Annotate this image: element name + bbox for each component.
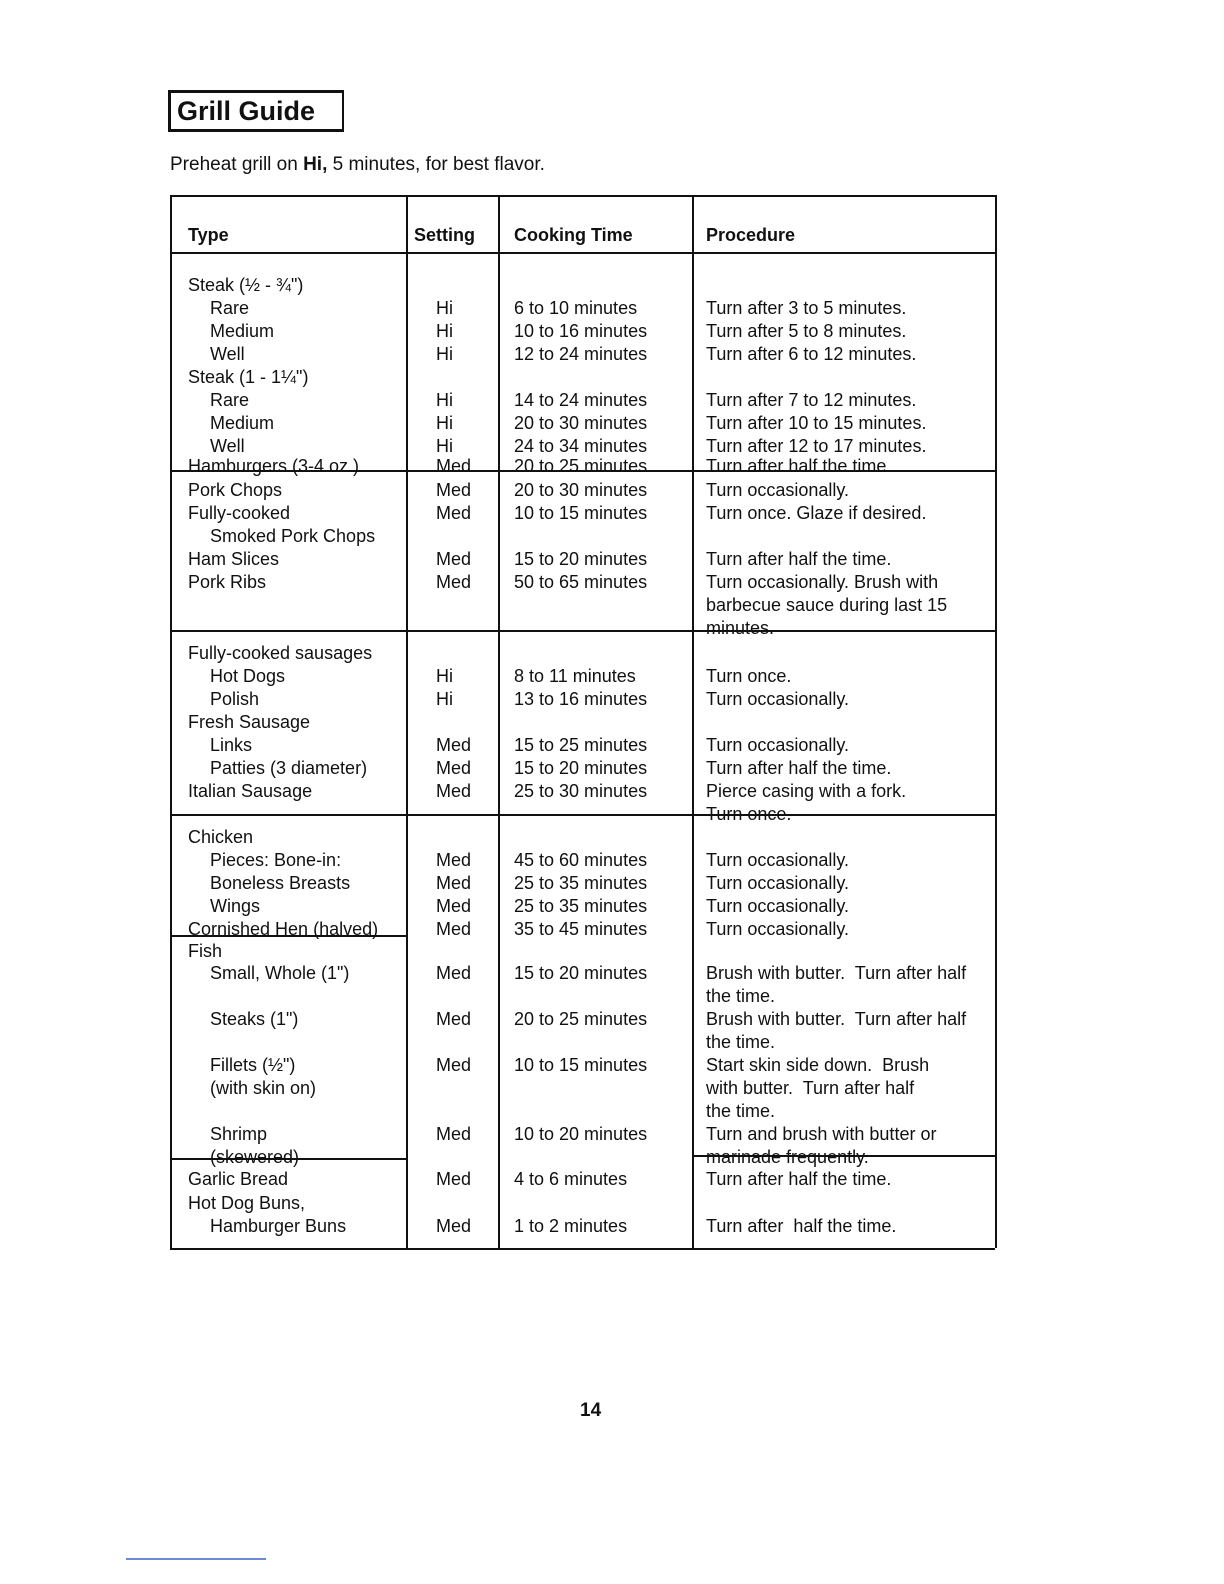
cell-setting: Hi xyxy=(436,666,453,686)
cell-setting: Hi xyxy=(436,298,453,318)
cell-time: 25 to 35 minutes xyxy=(514,873,648,893)
cell-setting: Med xyxy=(436,549,472,569)
cell-procedure: Turn occasionally. xyxy=(706,735,850,755)
cell-procedure: Turn after 3 to 5 minutes. xyxy=(706,298,907,318)
cell-setting: Med xyxy=(436,1169,472,1189)
cell-setting: Med xyxy=(436,1009,472,1029)
cell-setting: Med xyxy=(436,572,472,592)
cell-setting: Med xyxy=(436,1124,472,1144)
cell-time: 10 to 16 minutes xyxy=(514,321,648,341)
cell-procedure: Turn once. Glaze if desired. xyxy=(706,503,927,523)
cell-time: 8 to 11 minutes xyxy=(514,666,636,686)
cell-time: 1 to 2 minutes xyxy=(514,1216,628,1236)
cell-type: Fresh Sausage xyxy=(188,712,311,732)
header-bottom-border xyxy=(170,252,995,254)
intro-text xyxy=(170,154,545,176)
cell-procedure: Start skin side down. Brush xyxy=(706,1055,930,1075)
cell-setting: Hi xyxy=(436,436,453,456)
cell-type: Rare xyxy=(210,298,250,318)
cell-time: 50 to 65 minutes xyxy=(514,572,648,592)
cell-type: Links xyxy=(210,735,253,755)
cell-procedure: Turn after 12 to 17 minutes. xyxy=(706,436,927,456)
intro-before: Preheat grill on xyxy=(170,154,304,175)
cell-time: 35 to 45 minutes xyxy=(514,919,648,939)
cell-type: Wings xyxy=(210,896,261,916)
cell-time: 25 to 30 minutes xyxy=(514,781,648,801)
cell-time: 6 to 10 minutes xyxy=(514,298,638,318)
table-top-border xyxy=(170,195,995,197)
cell-time: 15 to 20 minutes xyxy=(514,963,648,983)
cell-time: 12 to 24 minutes xyxy=(514,344,648,364)
column-divider xyxy=(498,195,500,1248)
cell-setting: Hi xyxy=(436,413,453,433)
cell-time: 15 to 20 minutes xyxy=(514,758,648,778)
cell-time: 24 to 34 minutes xyxy=(514,436,648,456)
cell-procedure: Turn after 6 to 12 minutes. xyxy=(706,344,917,364)
cell-procedure: Turn after half the time. xyxy=(706,758,892,778)
cell-time: 4 to 6 minutes xyxy=(514,1169,628,1189)
cell-time: 25 to 35 minutes xyxy=(514,896,648,916)
intro-after: 5 minutes, for best flavor. xyxy=(327,154,545,175)
cell-type: Fully-cooked xyxy=(188,503,291,523)
cell-setting: Med xyxy=(436,963,472,983)
cell-procedure: Turn occasionally. xyxy=(706,850,850,870)
header-time: Cooking Time xyxy=(514,225,633,245)
cell-procedure: Brush with butter. Turn after half xyxy=(706,963,967,983)
cell-type: Hamburgers (3-4 oz.) xyxy=(188,456,360,476)
cell-type: Hamburger Buns xyxy=(210,1216,347,1236)
cell-type: (with skin on) xyxy=(210,1078,317,1098)
column-divider xyxy=(692,195,694,1248)
cell-procedure: Turn occasionally. xyxy=(706,689,850,709)
cell-setting: Med xyxy=(436,896,472,916)
cell-type: Well xyxy=(210,344,245,364)
table-bottom-border xyxy=(170,1248,995,1250)
cell-procedure: Turn occasionally. xyxy=(706,480,850,500)
cell-procedure: the time. xyxy=(706,1032,776,1052)
cell-time: 45 to 60 minutes xyxy=(514,850,648,870)
page-number: 14 xyxy=(580,1400,602,1421)
cell-procedure: minutes. xyxy=(706,618,775,638)
cell-type: Steak (1 - 1¼") xyxy=(188,367,309,387)
cell-time: 20 to 25 minutes xyxy=(514,1009,648,1029)
column-divider xyxy=(170,195,172,1248)
cell-setting: Med xyxy=(436,1216,472,1236)
cell-type: Smoked Pork Chops xyxy=(210,526,376,546)
header-type: Type xyxy=(188,225,229,245)
cell-setting: Med xyxy=(436,503,472,523)
cell-setting: Med xyxy=(436,873,472,893)
cell-procedure: Turn once. xyxy=(706,666,792,686)
cell-type: Medium xyxy=(210,413,275,433)
cell-time: 20 to 30 minutes xyxy=(514,413,648,433)
cell-time: 20 to 30 minutes xyxy=(514,480,648,500)
cell-procedure: marinade frequently. xyxy=(706,1147,869,1167)
cell-type: Fully-cooked sausages xyxy=(188,643,373,663)
cell-type: (skewered) xyxy=(210,1147,300,1167)
cell-procedure: Brush with butter. Turn after half xyxy=(706,1009,967,1029)
cell-type: Well xyxy=(210,436,245,456)
cell-setting: Med xyxy=(436,850,472,870)
cell-setting: Med xyxy=(436,735,472,755)
cell-procedure: the time. xyxy=(706,1101,776,1121)
cell-setting: Hi xyxy=(436,689,453,709)
cell-procedure: Turn after half the time. xyxy=(706,1216,897,1236)
cell-type: Fish xyxy=(188,941,223,961)
cell-type: Chicken xyxy=(188,827,254,847)
cell-type: Italian Sausage xyxy=(188,781,313,801)
header-setting: Setting xyxy=(414,225,475,245)
cell-type: Garlic Bread xyxy=(188,1169,289,1189)
cell-time: 15 to 20 minutes xyxy=(514,549,648,569)
cell-type: Shrimp xyxy=(210,1124,268,1144)
cell-time: 10 to 20 minutes xyxy=(514,1124,648,1144)
cell-procedure: barbecue sauce during last 15 xyxy=(706,595,948,615)
cell-setting: Med xyxy=(436,480,472,500)
page-title: Grill Guide xyxy=(168,90,344,132)
cell-type: Pork Chops xyxy=(188,480,283,500)
cell-type: Small, Whole (1") xyxy=(210,963,350,983)
cell-type: Medium xyxy=(210,321,275,341)
cell-type: Patties (3 diameter) xyxy=(210,758,368,778)
cell-type: Rare xyxy=(210,390,250,410)
column-divider xyxy=(406,195,408,1248)
cell-procedure: Turn after half the time. xyxy=(706,1169,892,1189)
cell-procedure: Turn after half the time. xyxy=(706,549,892,569)
cell-setting: Med xyxy=(436,919,472,939)
cell-setting: Med xyxy=(436,758,472,778)
cell-type: Polish xyxy=(210,689,260,709)
cell-type: Hot Dogs xyxy=(210,666,286,686)
cell-type: Boneless Breasts xyxy=(210,873,351,893)
cell-procedure: Turn after half the time. xyxy=(706,456,892,476)
group-separator xyxy=(170,630,995,632)
cell-type: Fillets (½") xyxy=(210,1055,296,1075)
cell-type: Hot Dog Buns, xyxy=(188,1193,306,1213)
cell-time: 15 to 25 minutes xyxy=(514,735,648,755)
cell-procedure: Turn and brush with butter or xyxy=(706,1124,937,1144)
cell-setting: Hi xyxy=(436,390,453,410)
cell-type: Cornished Hen (halved) xyxy=(188,919,379,939)
column-divider xyxy=(995,195,997,1248)
cell-type: Ham Slices xyxy=(188,549,280,569)
cell-setting: Hi xyxy=(436,321,453,341)
cell-time: 20 to 25 minutes xyxy=(514,456,648,476)
cell-time: 14 to 24 minutes xyxy=(514,390,648,410)
cell-type: Steak (½ - ¾") xyxy=(188,275,304,295)
group-separator xyxy=(170,814,995,816)
cell-procedure: Turn once. xyxy=(706,804,792,824)
intro-bold: Hi, xyxy=(303,154,328,175)
cell-procedure: Turn after 5 to 8 minutes. xyxy=(706,321,907,341)
cell-setting: Med xyxy=(436,1055,472,1075)
cell-procedure: Turn occasionally. xyxy=(706,873,850,893)
cell-procedure: Turn occasionally. Brush with xyxy=(706,572,939,592)
cell-procedure: Turn occasionally. xyxy=(706,896,850,916)
footer-rule xyxy=(126,1558,266,1560)
cell-procedure: with butter. Turn after half xyxy=(706,1078,915,1098)
cell-time: 10 to 15 minutes xyxy=(514,1055,648,1075)
cell-setting: Hi xyxy=(436,344,453,364)
cell-setting: Med xyxy=(436,781,472,801)
cell-procedure: the time. xyxy=(706,986,776,1006)
cell-type: Pork Ribs xyxy=(188,572,267,592)
cell-type: Steaks (1") xyxy=(210,1009,299,1029)
cell-setting: Med xyxy=(436,456,472,476)
cell-procedure: Pierce casing with a fork. xyxy=(706,781,907,801)
cell-type: Pieces: Bone-in: xyxy=(210,850,342,870)
header-procedure: Procedure xyxy=(706,225,796,245)
cell-procedure: Turn occasionally. xyxy=(706,919,850,939)
cell-procedure: Turn after 7 to 12 minutes. xyxy=(706,390,917,410)
cell-procedure: Turn after 10 to 15 minutes. xyxy=(706,413,927,433)
cell-time: 10 to 15 minutes xyxy=(514,503,648,523)
cell-time: 13 to 16 minutes xyxy=(514,689,648,709)
